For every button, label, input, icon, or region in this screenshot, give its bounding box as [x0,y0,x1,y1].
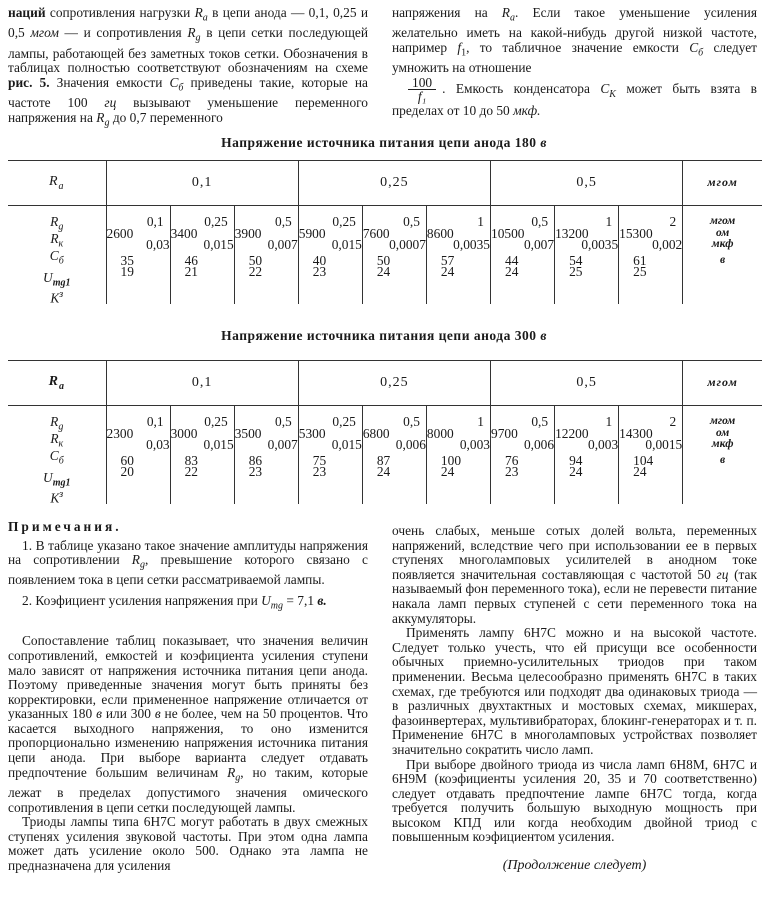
symbol-ra: R [194,5,203,20]
unit-v: в [154,706,161,722]
cell-um: 100 [440,452,462,468]
cell-k: 24 [440,464,455,479]
symbol-u-sub: mg [270,600,284,612]
intro-text: следует умножить на отношение [392,39,757,76]
intro-text: напряжения на [392,5,502,20]
unit-rg: мгом [709,415,736,427]
table-column-5 [426,206,490,304]
cell-rk: 13200 [555,225,589,241]
body-text: , но таким, которые лежат в пределах допустимого значения омического сопротивления в цепи сетки последующей лампы. [8,764,368,815]
label-um: $U_{mg1}$ [43,469,71,489]
cell-rg: 1 [605,214,613,229]
table-column-3 [298,206,362,304]
cell-um: 86 [248,452,263,468]
cell-k: 21 [184,264,198,279]
header-ra [8,161,106,206]
table-2-title [0,328,768,344]
table-column-0 [106,406,170,504]
header-ra-symbol: R [48,374,59,390]
intro-text: Значения емкости [49,74,170,90]
cell-um: 46 [184,252,198,268]
note-text: 2. Коэфициент усиления напряжения при [22,593,262,609]
cell-cb: 0,002 [652,237,683,252]
label-um: $U_{mg1}$ [43,269,71,289]
intro-text: . Если такое уменьшение усиления желательно иметь на какой-нибудь другой низкой частоте, например [392,5,757,55]
unit-cb: мкф [711,438,734,450]
label-cb: $C_б$ [49,448,64,468]
cell-rk: 12200 [555,425,589,441]
intro-left-column [8,6,368,131]
cell-cb: 0,015 [331,237,362,252]
cell-rk: 15300 [619,225,653,241]
cell-cb: 0,006 [395,437,426,452]
cell-k: 24 [569,464,583,479]
intro-text: , то табличное значение емкости [466,39,690,55]
cell-cb: 0,015 [203,237,234,252]
table-header-row [8,161,762,206]
header-group-ra-0: 0,1 [106,361,298,406]
cell-k: 24 [440,264,455,279]
header-ra-symbol: R [48,174,59,190]
cell-k: 20 [120,464,134,479]
table-header-row [8,361,762,406]
table-body-row [8,206,762,304]
cell-k: 19 [120,264,134,279]
cell-rg: 0,5 [403,414,420,429]
cell-um: 57 [440,252,455,268]
cell-um: 54 [569,252,583,268]
unit-v: в. [317,593,327,609]
row-labels [8,206,106,304]
cell-cb: 0,003 [459,437,490,452]
row-units [683,206,762,304]
unit-um: в [720,253,726,266]
cell-cb: 0,007 [267,437,298,452]
cell-rk: 3500 [234,425,262,441]
symbol-ra-sub: a [202,12,208,24]
cell-k: 24 [633,464,647,479]
symbol-cb-sub: б [178,82,184,94]
symbol-ck-sub: K [609,88,616,100]
table-column-5 [426,406,490,504]
cell-rg: 0,5 [275,214,292,229]
table-title-unit: в [540,328,547,343]
intro-text: до 0,7 переменного [109,109,223,125]
cell-k: 24 [376,464,391,479]
intro-text: в цепи сетки последующей лампы, работающей без заметных токов сетки. Обозначения в таблицах полностью соответствуют обозначениям на схеме [8,25,368,76]
label-rk: $R_к$ [50,231,64,250]
notes-heading: Примечания. [8,519,122,534]
table-body-row [8,406,762,504]
note-2 [8,594,368,614]
intro-word: наций [8,5,46,20]
intro-text: в цепи анода — 0,1, 0,25 и 0,5 [8,5,369,41]
header-ra-sub: a [58,380,65,392]
header-unit-text: мгом [707,175,738,189]
unit-hz: гц [104,94,117,110]
cell-k: 23 [312,264,327,279]
symbol-cb: C [689,39,699,55]
cell-rg: 0,25 [204,414,228,429]
header-group-ra-1: 0,25 [298,161,490,206]
cell-um: 61 [633,252,647,268]
intro-text: вызывают уменьшение переменного напряжения на [8,94,368,125]
cell-cb: 0,015 [331,437,362,452]
cell-rk: 8000 [426,425,454,441]
cell-rg: 2 [669,414,677,429]
symbol-ck: C [600,80,610,96]
cell-k: 22 [184,464,198,479]
table-title-text: Напряжение источника питания цепи анода 180 [221,135,537,150]
fraction [408,76,436,104]
label-k: $K^з$ [50,488,64,506]
cell-um: 83 [184,452,198,468]
intro-text: может быть взята в пределах от 10 до 50 [392,80,757,118]
body-left-paragraph-2: Триоды лампы типа 6Н7С могут работать в двух смежных ступенях усиления звуковой частоты. При этом одна лампа может дать усиление около 500. Однако эта лампа не предназначена для усиления [8,814,368,873]
cell-rk: 3900 [234,225,262,241]
cell-um: 44 [505,252,519,268]
cell-rg: 0,5 [403,214,420,229]
label-k: $K^з$ [50,288,64,306]
cell-um: 104 [633,452,654,468]
cell-rk: 5900 [298,225,326,241]
table-title-text: Напряжение источника питания цепи анода 300 [221,328,537,343]
cell-rk: 7600 [362,225,390,241]
body-left-paragraph-1 [8,634,368,815]
note-text: , превышение которого связано с появлением тока в цепи сетки рассматриваемой лампы. [8,552,368,588]
cell-um: 35 [120,252,134,268]
unit-hz: гц [716,566,729,582]
intro-text: . Емкость конденсатора [442,80,601,96]
unit-um: в [720,453,726,466]
body-text: не более, чем на 50 процентов. Что касается выходного напряжения, то оно изменится пропорционально изменению напряжения источника питания цепи анода. При выборе варианта следует отдавать предпочтение большим величинам [8,706,369,780]
cell-um: 50 [376,252,391,268]
cell-k: 24 [505,264,519,279]
cell-cb: 0,03 [146,237,170,252]
cell-cb: 0,0035 [453,237,490,252]
intro-text: — и сопротивления [58,25,188,41]
cell-cb: 0,003 [588,437,619,452]
cell-k: 23 [312,464,327,479]
table-title-unit: в [540,135,547,150]
body-left-column [8,520,368,873]
table-column-0 [106,206,170,304]
cell-um: 76 [505,452,519,468]
body-right-paragraph-2: Применять лампу 6Н7С можно и на высокой частоте. Следует только учесть, что ей присущи все особенности обычных приемно-усилительных триодов при таком применении. Весьма целесообразно применять 6Н7С в таких схемах, где требуются или подходят два одинаковых триода — в различных двухтактных и мостовых схемах, микшерах, фазоинвертерах, мультивибраторах, блокинг-генераторах и т. п. Применение 6Н7С в многоламповых устройствах позволяет значительно сократить число ламп. [392,625,757,757]
cell-rk: 3000 [170,425,198,441]
table-column-7 [555,406,619,504]
body-right-paragraph-1 [392,524,757,626]
cell-um: 40 [312,252,327,268]
row-units [683,406,762,504]
intro-right-paragraph [392,6,757,118]
cell-rk: 10500 [491,225,525,241]
symbol-ra: R [501,5,510,20]
symbol-rg-sub: g [195,32,201,44]
cell-um: 50 [248,252,263,268]
intro-text: приведены такие, которые на частоте 100 [8,74,368,110]
body-text: или 300 [101,706,155,722]
cell-um: 60 [120,452,134,468]
cell-cb: 0,0015 [645,437,683,452]
cell-rk: 3400 [170,225,198,241]
cell-rg: 0,25 [332,414,356,429]
cell-rk: 9700 [491,425,518,441]
table-180v [8,160,762,304]
symbol-rg-sub: g [139,559,145,571]
figure-reference: рис. 5. [8,74,50,90]
row-labels [8,406,106,504]
symbol-rg: R [187,25,196,41]
cell-um: 94 [569,452,583,468]
cell-k: 24 [376,264,391,279]
intro-text: сопротивления нагрузки [45,5,195,20]
cell-rg: 1 [605,414,613,429]
cell-rg: 0,1 [146,414,164,429]
label-rg: $R_g$ [50,414,64,433]
table-column-4 [362,206,426,304]
table-300v [8,360,762,504]
cell-cb: 0,0035 [581,237,619,252]
table-column-6 [491,406,555,504]
symbol-cb-sub: б [698,47,704,59]
cell-cb: 0,015 [203,437,234,452]
intro-right-column [392,6,757,118]
cell-k: 22 [248,264,263,279]
header-ra [8,361,106,406]
table-column-2 [234,406,298,504]
table-column-6 [491,206,555,304]
note-text: 1. В таблице указано такое значение амплитуды напряжения на сопротивлении [8,537,368,568]
header-unit [683,361,762,406]
symbol-rg: R [131,552,140,568]
cell-rg: 0,25 [204,214,228,229]
intro-left-paragraph [8,6,368,131]
cell-rg: 0,5 [275,414,292,429]
table-column-8 [619,406,683,504]
cell-cb: 0,007 [267,237,298,252]
cell-rg: 1 [477,214,484,229]
table-column-3 [298,406,362,504]
cell-um: 75 [312,452,327,468]
note-text: = 7,1 [283,593,318,609]
symbol-rg: R [227,764,236,780]
header-group-ra-2: 0,5 [491,161,683,206]
unit-v: в [96,706,102,722]
body-right-paragraph-3: При выборе двойного триода из числа ламп 6Н8М, 6Н7С и 6Н9М (коэфициенты усиления 20, 35 и 70 соответственно) следует отдавать предпочтение лампе 6Н7С тогда, когда требуется получить большую выходную мощность при высоком КПД или когда необходим двойной триод с повышенным коэфициентом усиления. [392,756,757,845]
symbol-rg-sub: g [104,117,110,129]
cell-rg: 1 [477,414,484,429]
symbol-u: U [261,593,271,609]
cell-cb: 0,03 [146,437,170,452]
cell-k: 25 [633,264,647,279]
table-column-4 [362,406,426,504]
cell-rk: 8600 [426,225,454,241]
body-text: Сопоставление таблиц показывает, что значения величин сопротивлений, емкостей и коэфициента усиления ступени мало зависят от напряжения источника питания цепи анода. Поэтому приведенные значения могут быть приняты без корректировки, если примененное напряжение отличается от указанных 180 [8,633,368,722]
body-text: (так называемый фон переменного тока), если не перевести питание накала ламп первых ступеней с сети переменного тока на аккумуляторы. [392,566,757,626]
unit-mkf: мкф. [513,102,541,118]
continuation-note: (Продолжение следует) [502,858,647,874]
cell-rk: 14300 [619,425,653,441]
cell-rg: 2 [669,214,677,229]
header-group-ra-0: 0,1 [106,161,298,206]
cell-rk: 2300 [106,425,134,441]
header-group-ra-1: 0,25 [298,361,490,406]
symbol-rg: R [96,109,105,125]
label-cb: $C_б$ [49,248,64,268]
cell-rg: 0,1 [146,214,164,229]
body-right-column [392,524,757,874]
unit-rk: ом [716,426,730,439]
label-rk: $R_к$ [50,431,64,450]
cell-rk: 6800 [362,425,390,441]
cell-rk: 5300 [298,425,326,441]
cell-rg: 0,5 [531,214,549,229]
symbol-rg-sub: g [235,772,241,784]
cell-k: 23 [248,464,263,479]
fraction-denominator: f₁ [417,88,427,104]
unit-rk: ом [716,226,730,239]
cell-rk: 2600 [106,225,134,241]
cell-k: 25 [569,264,583,279]
header-unit-text: мгом [707,375,738,389]
table-column-2 [234,206,298,304]
symbol-ra-sub: a [509,12,515,24]
table-column-1 [170,406,234,504]
symbol-cb: C [169,74,179,90]
table-column-8 [619,206,683,304]
cell-rg: 0,5 [531,414,549,429]
note-1 [8,539,368,588]
unit-cb: мкф [711,238,734,250]
table-column-1 [170,206,234,304]
unit-rg: мгом [709,215,736,227]
header-group-ra-2: 0,5 [491,361,683,406]
cell-cb: 0,006 [523,437,555,452]
unit-mgom: мгом [30,25,59,41]
cell-cb: 0,007 [523,237,555,252]
table-1-title [0,135,768,151]
fraction-numerator: 100 [408,76,436,90]
header-unit [683,161,762,206]
cell-um: 87 [376,452,391,468]
symbol-f1: f [457,39,462,55]
label-rg: $R_g$ [50,214,64,233]
table-column-7 [555,206,619,304]
body-text: очень слабых, меньше сотых долей вольта, переменных напряжений, вследствие чего при использовании ее в первых ступенях многоламповых усилителей в анодном токе появляется значительная составляющая с частотой 50 [392,523,757,582]
cell-k: 23 [505,464,519,479]
symbol-f1-sub: 1 [461,47,467,59]
cell-rg: 0,25 [332,214,356,229]
header-ra-sub: a [58,180,65,192]
cell-cb: 0,0007 [389,237,426,252]
